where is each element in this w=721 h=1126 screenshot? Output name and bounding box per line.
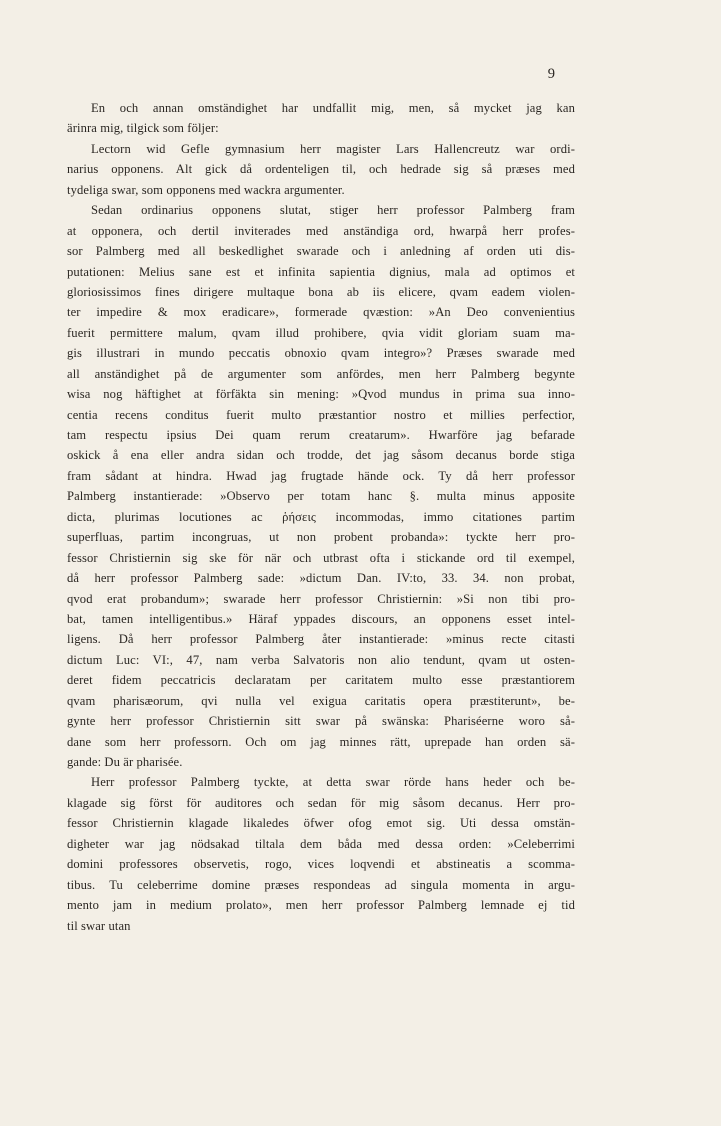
text-line: qvam pharisæorum, qvi nulla vel exigua caritatis opera præstiterunt», be- xyxy=(67,693,575,708)
text-line: wisa nog häftighet at förfäkta sin mening: »Qvod mundus in prima sua inno- xyxy=(67,387,575,402)
text-line: deret fidem peccatricis declaratam per caritatem multo esse præstantiorem xyxy=(67,673,575,688)
text-line: dictum Luc: VI:, 47, nam verba Salvatoris non alio tendunt, qvam ut osten- xyxy=(67,652,575,667)
text-line: Herr professor Palmberg tyckte, at detta swar rörde hans heder och be- xyxy=(91,775,575,790)
text-line: centia recens conditus fuerit multo præstantior nostro et millies perfectior, xyxy=(67,407,575,422)
text-line: fessor Christiernin klagade likaledes öfwer ofog emot sig. Uti dessa omstän- xyxy=(67,816,575,831)
text-line: domini professores observetis, rogo, vices loqvendi et abstineatis a scomma- xyxy=(67,857,575,872)
text-line: gynte herr professor Christiernin sitt swar på swänska: Phariséerne woro så- xyxy=(67,714,575,729)
text-line: narius opponens. Alt gick då ordenteligen til, och hedrade sig så præses med xyxy=(67,162,575,177)
text-line: bat, tamen intelligentibus.» Häraf yppades discours, an opponens esset intel- xyxy=(67,611,575,626)
text-line: fram sådant at hindra. Hwad jag frugtade hände ock. Ty då herr professor xyxy=(67,468,575,483)
text-line: Lectorn wid Gefle gymnasium herr magister Lars Hallencreutz war ordi- xyxy=(91,141,575,156)
text-line: all anständighet på de argumenter som anfördes, men herr Palmberg begynte xyxy=(67,366,575,381)
text-line: tibus. Tu celeberrime domine præses respondeas ad singula momenta in argu- xyxy=(67,877,575,892)
text-line: Sedan ordinarius opponens slutat, stiger herr professor Palmberg fram xyxy=(91,203,575,218)
text-line: dane som herr professorn. Och om jag minnes rätt, uprepade han orden sä- xyxy=(67,734,575,749)
text-line: putationen: Melius sane est et infinita sapientia dignius, mala ad optimos et xyxy=(67,264,575,279)
text-line: superfluas, partim incongruas, ut non probent probanda»: tyckte herr pro- xyxy=(67,530,575,545)
text-line: ter impedire & mox eradicare», formerade qvæstion: »An Deo convenientius xyxy=(67,305,575,320)
text-line: ärinra mig, tilgick som följer: xyxy=(67,121,219,136)
text-line: gloriosissimos fines dirigere multaque bona ab iis elicere, qvam eadem violen- xyxy=(67,284,575,299)
text-line: oskick å ena eller andra sidan och trodde, det jag såsom decanus borde stiga xyxy=(67,448,575,463)
text-line: mento jam in medium prolato», men herr professor Palmberg lemnade ej tid xyxy=(67,898,575,913)
text-line: fuerit permittere malum, qvam illud prohibere, qvia vidit gloriam suam ma- xyxy=(67,325,575,340)
page-number: 9 xyxy=(547,66,555,82)
text-line: ligens. Då herr professor Palmberg åter instantierade: »minus recte citasti xyxy=(67,632,575,647)
text-line: tam respectu ipsius Dei quam rerum creatarum». Hwarföre jag befarade xyxy=(67,428,575,442)
text-line: til swar utan xyxy=(67,918,131,933)
text-line: at opponera, och dertil inviterades med anständiga ord, hwarpå herr profes- xyxy=(67,223,575,238)
text-line: sor Palmberg med all beskedlighet swarade och i anledning af orden uti dis- xyxy=(67,244,575,259)
text-line: då herr professor Palmberg sade: »dictum Dan. IV:to, 33. 34. non probat, xyxy=(67,571,575,586)
body-text xyxy=(67,98,575,936)
text-line: dicta, plurimas locutiones ac ῥήσεις incommodas, immo citationes partim xyxy=(67,509,575,524)
text-line: gis illustrari in mundo peccatis obnoxio qvam integro»? Præses swarade med xyxy=(67,346,575,361)
text-line: gande: Du är pharisée. xyxy=(67,755,183,769)
text-line: qvod erat probandum»; swarade herr professor Christiernin: »Si non tibi pro- xyxy=(67,591,575,606)
text-line: digheter war jag nödsakad tiltala dem båda med dessa orden: »Celeberrimi xyxy=(67,836,575,851)
text-line: klagade sig först för auditores och sedan för mig såsom decanus. Herr pro- xyxy=(67,795,575,810)
text-line: fessor Christiernin sig ske för när och utbrast ofta i stickande ord til exempel, xyxy=(67,550,575,565)
text-line: Palmberg instantierade: »Observo per totam hanc §. multa minus apposite xyxy=(67,489,575,504)
text-line: tydeliga swar, som opponens med wackra argumenter. xyxy=(67,182,345,197)
text-line: En och annan omständighet har undfallit mig, men, så mycket jag kan xyxy=(91,101,575,115)
